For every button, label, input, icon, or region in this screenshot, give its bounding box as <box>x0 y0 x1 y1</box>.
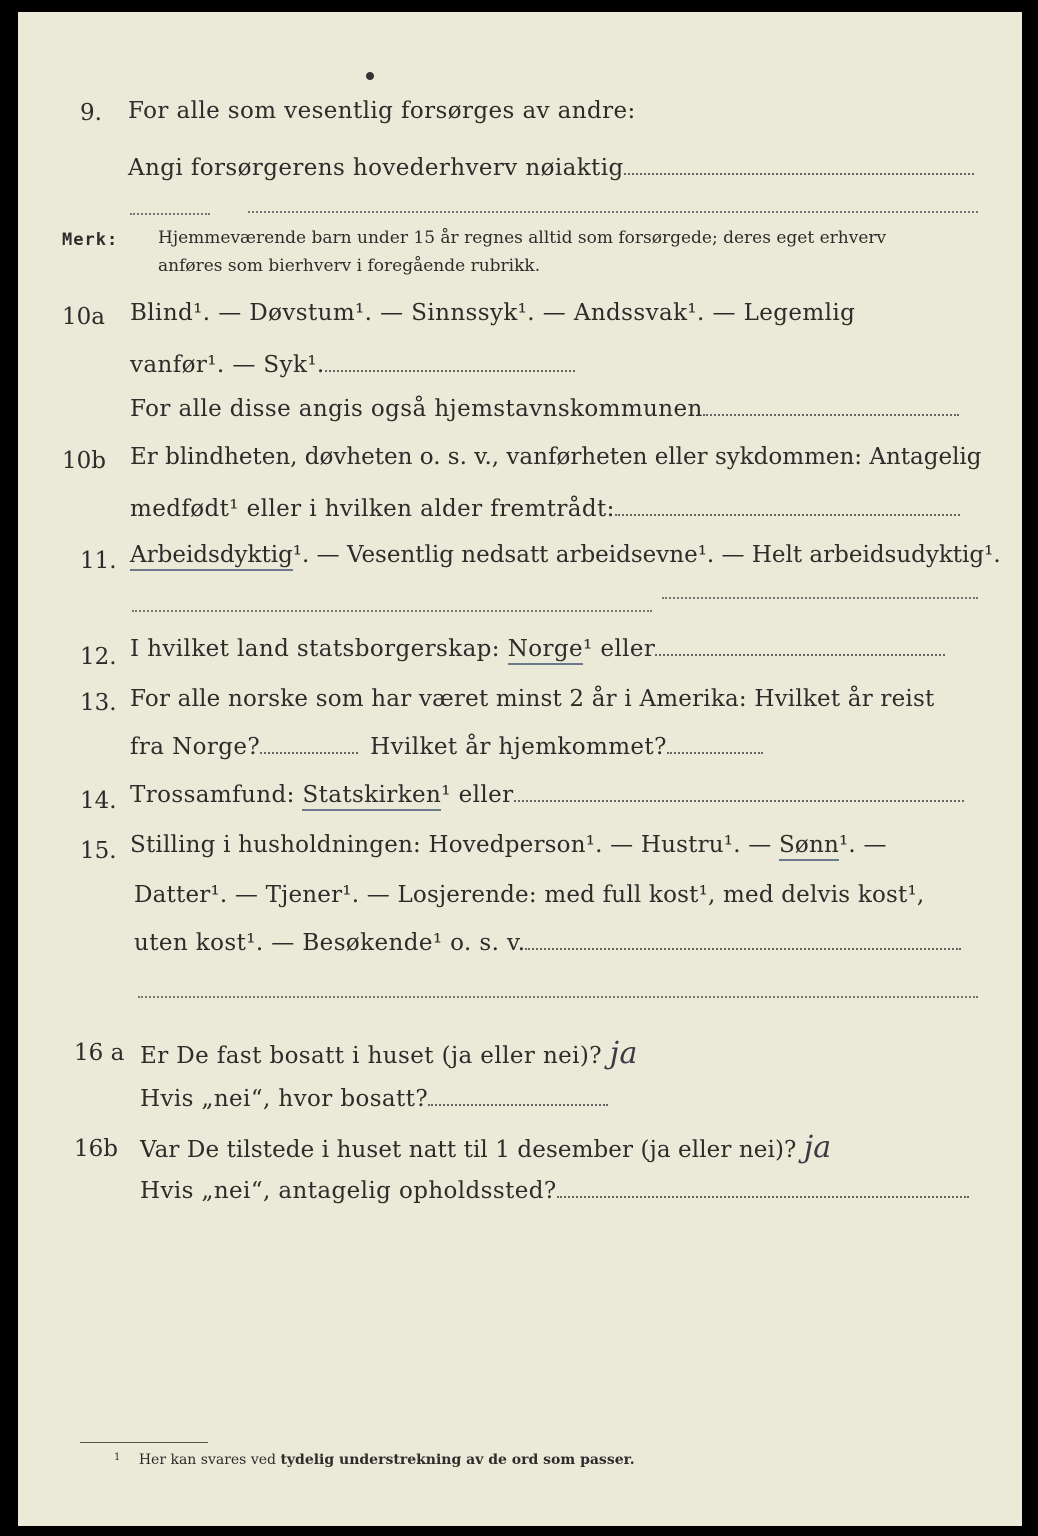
q10a-kommune-field[interactable] <box>703 413 959 416</box>
q9-line2 <box>128 155 974 181</box>
q16b-line2 <box>140 1178 969 1204</box>
q15-line1 <box>130 832 887 858</box>
q9-line2-text: Angi forsørgerens hovederhverv nøiaktig <box>128 155 624 181</box>
q11-rest: ¹. — Vesentlig nedsatt arbeidsevne¹. — Helt arbeidsudyktig¹. <box>292 542 1001 568</box>
q15-extra-line[interactable] <box>138 996 978 998</box>
q11-extra-line-a[interactable] <box>132 610 652 612</box>
q11-answer-underlined[interactable]: Arbeidsdyktig <box>130 542 293 571</box>
footnote <box>114 1452 635 1468</box>
q14-prefix: Trossamfund: <box>130 782 295 808</box>
q15-line1a: Stilling i husholdningen: Hovedperson¹. — Hustru¹. — <box>130 832 772 858</box>
q16a-line2 <box>140 1086 608 1112</box>
q10a-line2-text: vanfør¹. — Syk¹. <box>130 352 325 378</box>
q9-answer-field[interactable] <box>624 172 974 175</box>
merk-line1: Hjemmeværende barn under 15 år regnes alltid som forsørgede; deres eget erhverv <box>158 228 887 248</box>
q14-suffix: ¹ eller <box>441 782 514 808</box>
q13-line2b: Hvilket år hjemkommet? <box>370 734 667 760</box>
q10b-alder-field[interactable] <box>615 513 960 516</box>
q13-number: 13. <box>80 690 117 716</box>
q13-line1: For alle norske som har været minst 2 år i Amerika: Hvilket år reist <box>130 686 935 712</box>
q10a-syk-field[interactable] <box>325 369 575 372</box>
q11-line <box>130 542 1001 568</box>
q9-extra-answer-line-b[interactable] <box>248 211 978 213</box>
q12-line <box>130 636 945 662</box>
q16a-number: 16 a <box>74 1040 125 1066</box>
q12-other-country-field[interactable] <box>655 653 945 656</box>
q11-number: 11. <box>80 548 117 574</box>
q15-other-field[interactable] <box>525 947 961 950</box>
q16b-handwritten-answer[interactable]: ja <box>803 1130 832 1165</box>
q16b-line1-text: Var De tilstede i huset natt til 1 desember (ja eller nei)? <box>140 1137 797 1163</box>
footnote-mark: 1 <box>114 1452 121 1463</box>
q14-number: 14. <box>80 788 117 814</box>
q9-extra-answer-line-a[interactable] <box>130 213 210 215</box>
q12-suffix: ¹ eller <box>583 636 656 662</box>
q10b-line2 <box>130 496 960 522</box>
q10b-line1: Er blindheten, døvheten o. s. v., vanførheten eller sykdommen: Antagelig <box>130 444 982 470</box>
q13-reist-field[interactable] <box>260 751 358 754</box>
footnote-text-bold: tydelig understrekning av de ord som passer. <box>280 1452 635 1468</box>
merk-label: Merk: <box>62 230 119 250</box>
q15-line1b: ¹. — <box>839 832 887 858</box>
merk-line2: anføres som bierhverv i foregående rubrikk. <box>158 256 541 276</box>
q10a-line2 <box>130 352 575 378</box>
q16b-line1 <box>140 1130 831 1165</box>
q13-line2a: fra Norge? <box>130 734 261 760</box>
q12-prefix: I hvilket land statsborgerskap: <box>130 636 500 662</box>
q10a-line3 <box>130 396 959 422</box>
q15-number: 15. <box>80 838 117 864</box>
ink-spot <box>366 72 374 80</box>
q10a-line1: Blind¹. — Døvstum¹. — Sinnssyk¹. — Andssvak¹. — Legemlig <box>130 300 856 326</box>
q13-line2 <box>130 734 763 760</box>
q14-other-faith-field[interactable] <box>514 799 964 802</box>
q12-number: 12. <box>80 644 117 670</box>
q16b-number: 16b <box>74 1136 118 1162</box>
q13-hjemkommet-field[interactable] <box>667 751 763 754</box>
q15-answer-underlined[interactable]: Sønn <box>779 832 839 861</box>
q16a-line2-text: Hvis „nei“, hvor bosatt? <box>140 1086 429 1112</box>
q16a-line1-text: Er De fast bosatt i huset (ja eller nei)? <box>140 1043 603 1069</box>
q11-extra-line-b[interactable] <box>662 597 978 599</box>
q16a-line1 <box>140 1036 638 1071</box>
q10a-line3-text: For alle disse angis også hjemstavnskommunen <box>130 396 703 422</box>
q16a-handwritten-answer[interactable]: ja <box>609 1036 638 1071</box>
q15-line2: Datter¹. — Tjener¹. — Losjerende: med full kost¹, med delvis kost¹, <box>134 882 925 908</box>
q10a-number: 10a <box>62 304 105 330</box>
q15-line3-text: uten kost¹. — Besøkende¹ o. s. v. <box>134 930 526 956</box>
q16b-line2-text: Hvis „nei“, antagelig opholdssted? <box>140 1178 557 1204</box>
q10b-line2-text: medfødt¹ eller i hvilken alder fremtrådt: <box>130 496 615 522</box>
q12-answer-underlined[interactable]: Norge <box>508 636 583 665</box>
q10b-number: 10b <box>62 448 106 474</box>
census-form-page <box>18 12 1022 1526</box>
q15-line3 <box>134 930 961 956</box>
merk-note <box>62 230 118 250</box>
q9-number: 9. <box>80 100 102 126</box>
footnote-rule <box>80 1442 208 1443</box>
q14-answer-underlined[interactable]: Statskirken <box>302 782 441 811</box>
q9-line1: For alle som vesentlig forsørges av andre: <box>128 98 636 124</box>
q16b-opholdssted-field[interactable] <box>557 1195 969 1198</box>
q16a-bosatt-field[interactable] <box>428 1103 608 1106</box>
footnote-text-plain: Her kan svares ved <box>138 1452 276 1468</box>
q14-line <box>130 782 964 808</box>
